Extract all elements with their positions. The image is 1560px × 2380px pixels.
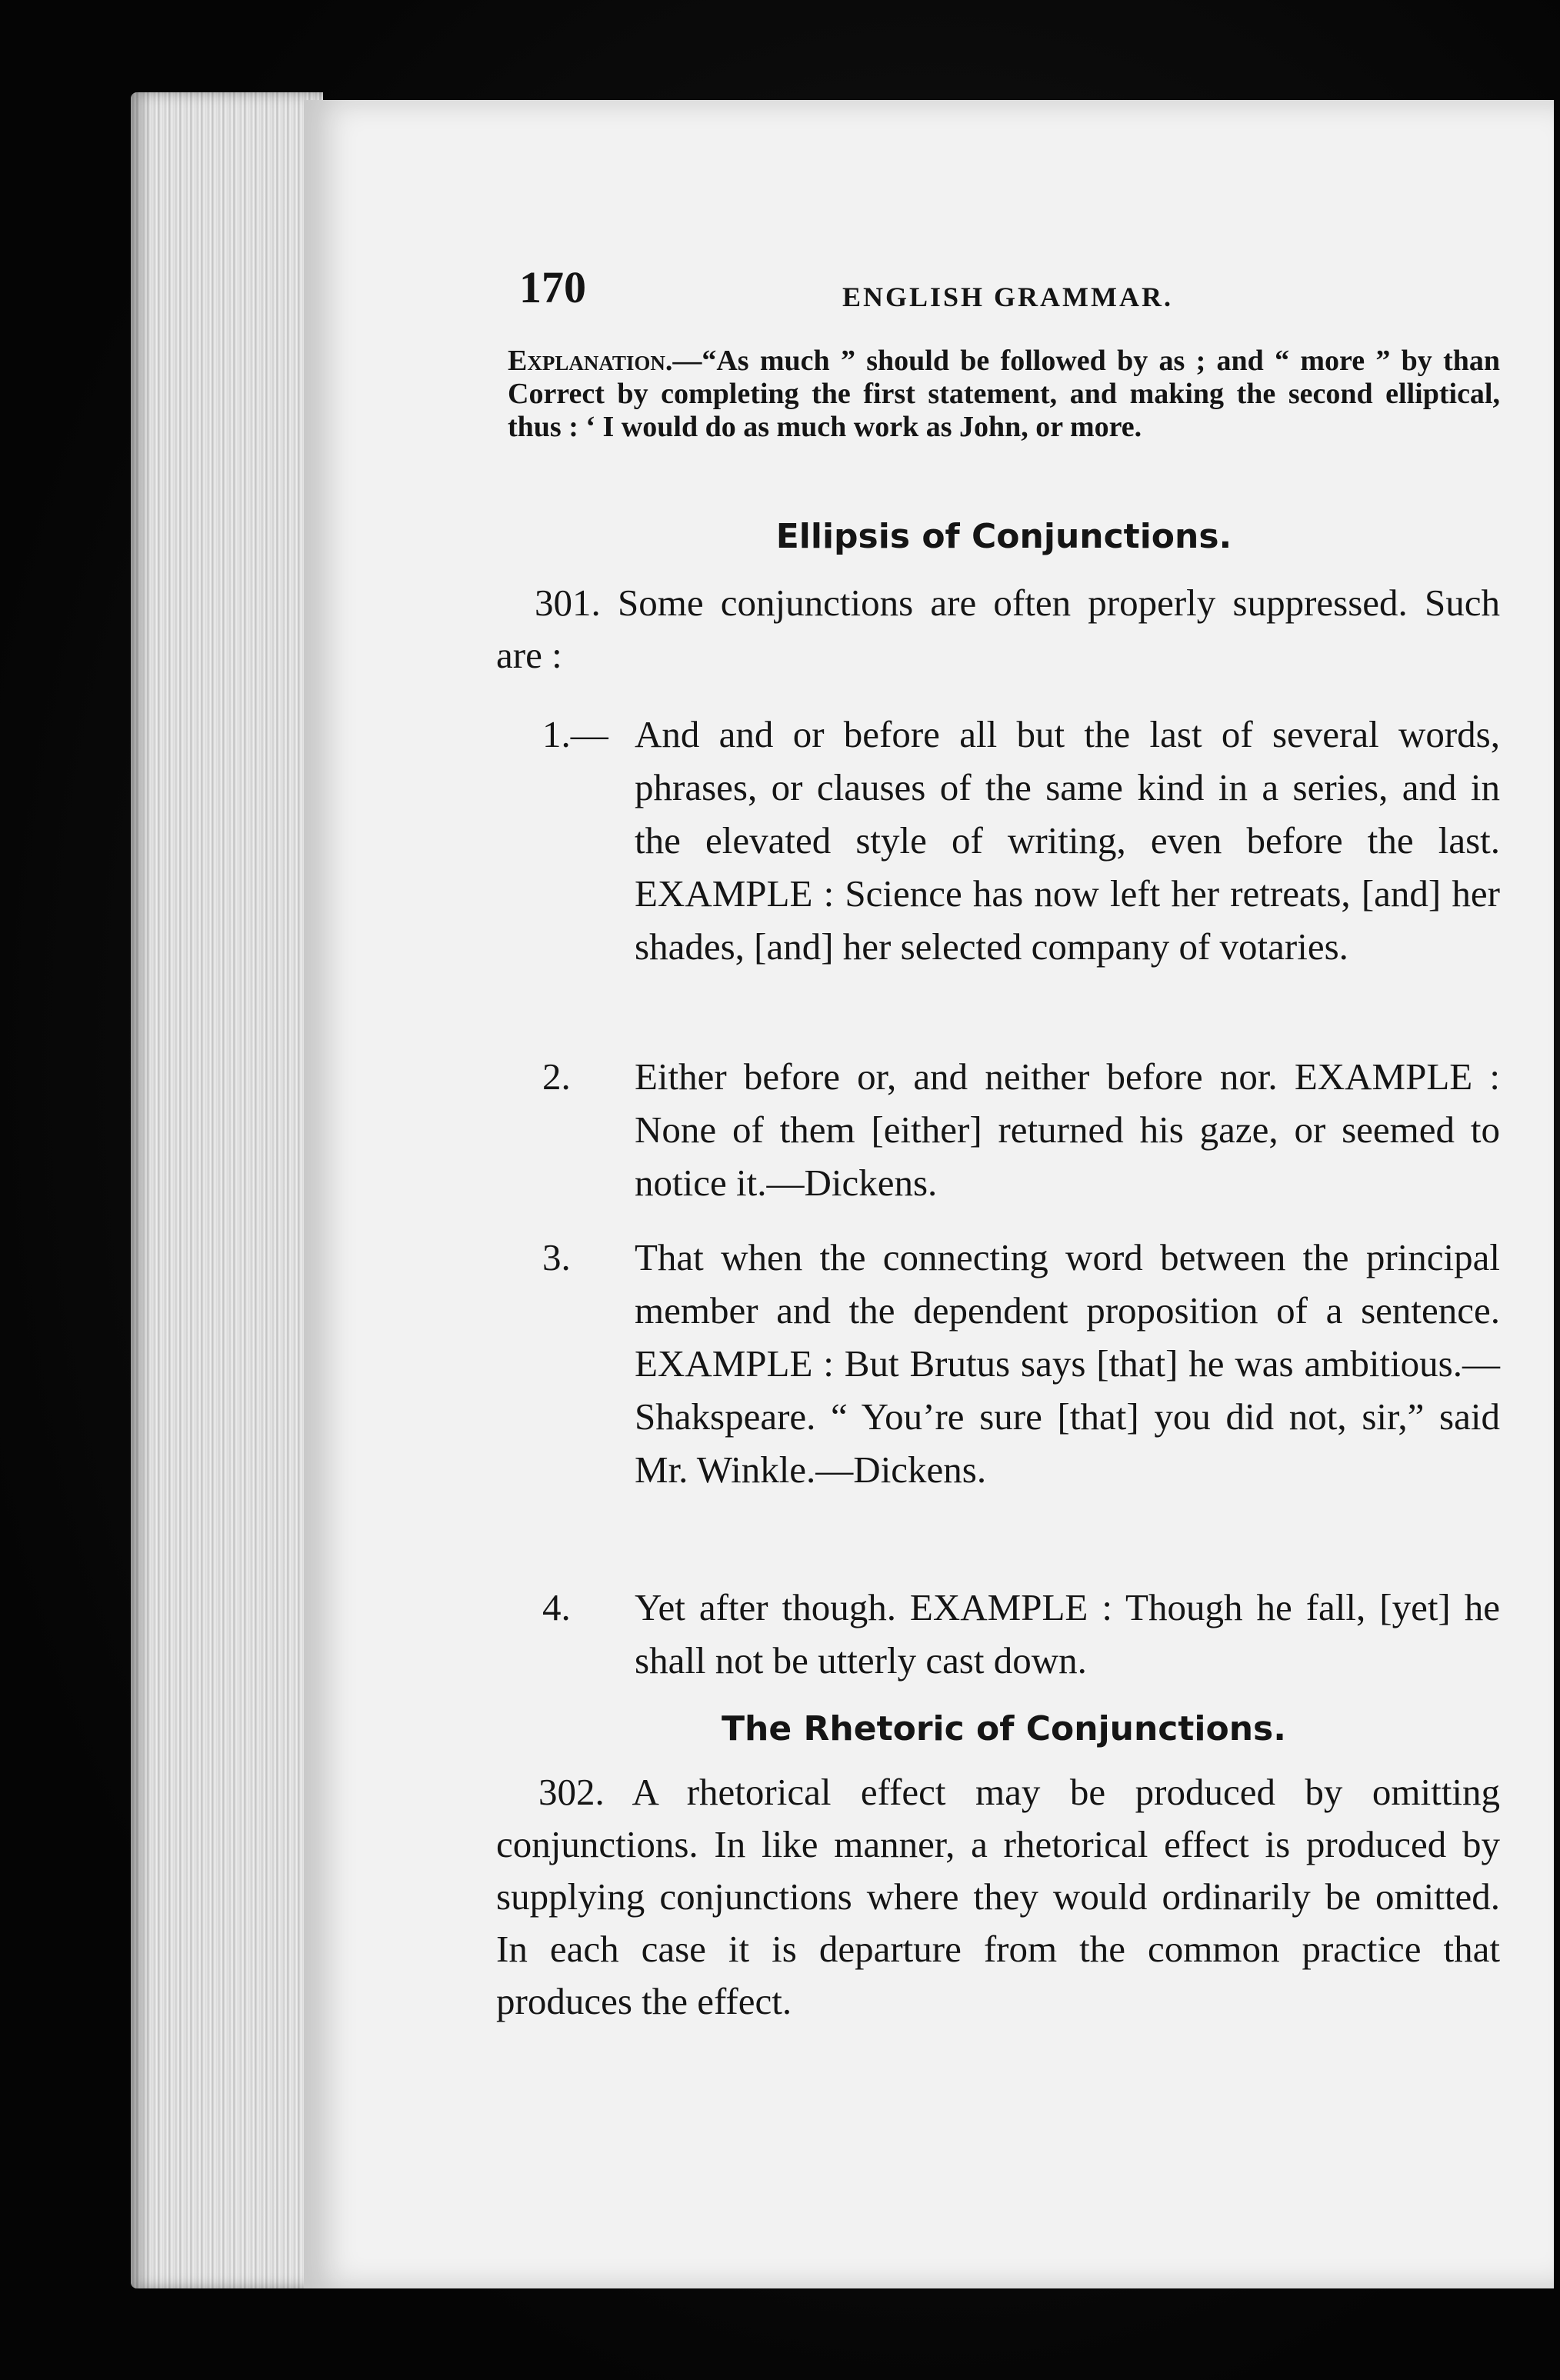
page-number: 170 [519, 262, 586, 312]
list-item-text: Either before or, and neither before nor. EXAMPLE : None of them [either] returned his gaze, or seemed to notice it.—Dickens. [635, 1055, 1500, 1204]
list-item-number: 2. [542, 1055, 571, 1098]
list-item-text: Yet after though. EXAMPLE : Though he fall, [yet] he shall not be utterly cast down. [635, 1586, 1500, 1682]
section-heading-ellipsis: Ellipsis of Conjunctions. [775, 517, 1232, 556]
list-item-number: 4. [542, 1586, 571, 1628]
section-heading-rhetoric: The Rhetoric of Conjunctions. [722, 1709, 1286, 1748]
paragraph-301: 301. Some conjunctions are often properly suppressed. Such are : [496, 582, 1500, 676]
explanation-label: Explanation. [508, 345, 673, 377]
list-item-number: 1.— [542, 713, 608, 755]
list-item [542, 1231, 1500, 1496]
paragraph-302: 302. A rhetorical effect may be produced by omitting conjunctions. In like manner, a rhetorical effect is produced by supplying conjunctions where they would ordinarily be omitted. In each case it is departure from the common practice that produces the effect. [496, 1771, 1500, 2022]
running-title: ENGLISH GRAMMAR. [842, 282, 1174, 312]
explanation-text: —“As much ” should be followed by as ; and “ more ” by than Correct by completing the first statement, and making the second elliptical, thus : ‘ I would do as much work as John, or more. [508, 345, 1500, 443]
explanation-note [508, 345, 1500, 444]
list-item-number: 3. [542, 1236, 571, 1278]
list-item-text: And and or before all but the last of several words, phrases, or clauses of the same kind in a series, and in the elevated style of writing, even before the last. EXAMPLE : Science has now left her retreats, [and] her shades, [and] her selected company of votaries. [635, 713, 1500, 968]
list-item [542, 708, 1500, 973]
list-item [542, 1050, 1500, 1209]
list-item-text: That when the connecting word between the principal member and the dependent proposition of a sentence. EXAMPLE : But Brutus says [that] he was ambitious.—Shakspeare. “ You’re sure [that] you did not, sir,” said Mr. Winkle.—Dickens. [635, 1236, 1500, 1491]
list-item [542, 1581, 1500, 1687]
book-page-edges [131, 92, 323, 2288]
